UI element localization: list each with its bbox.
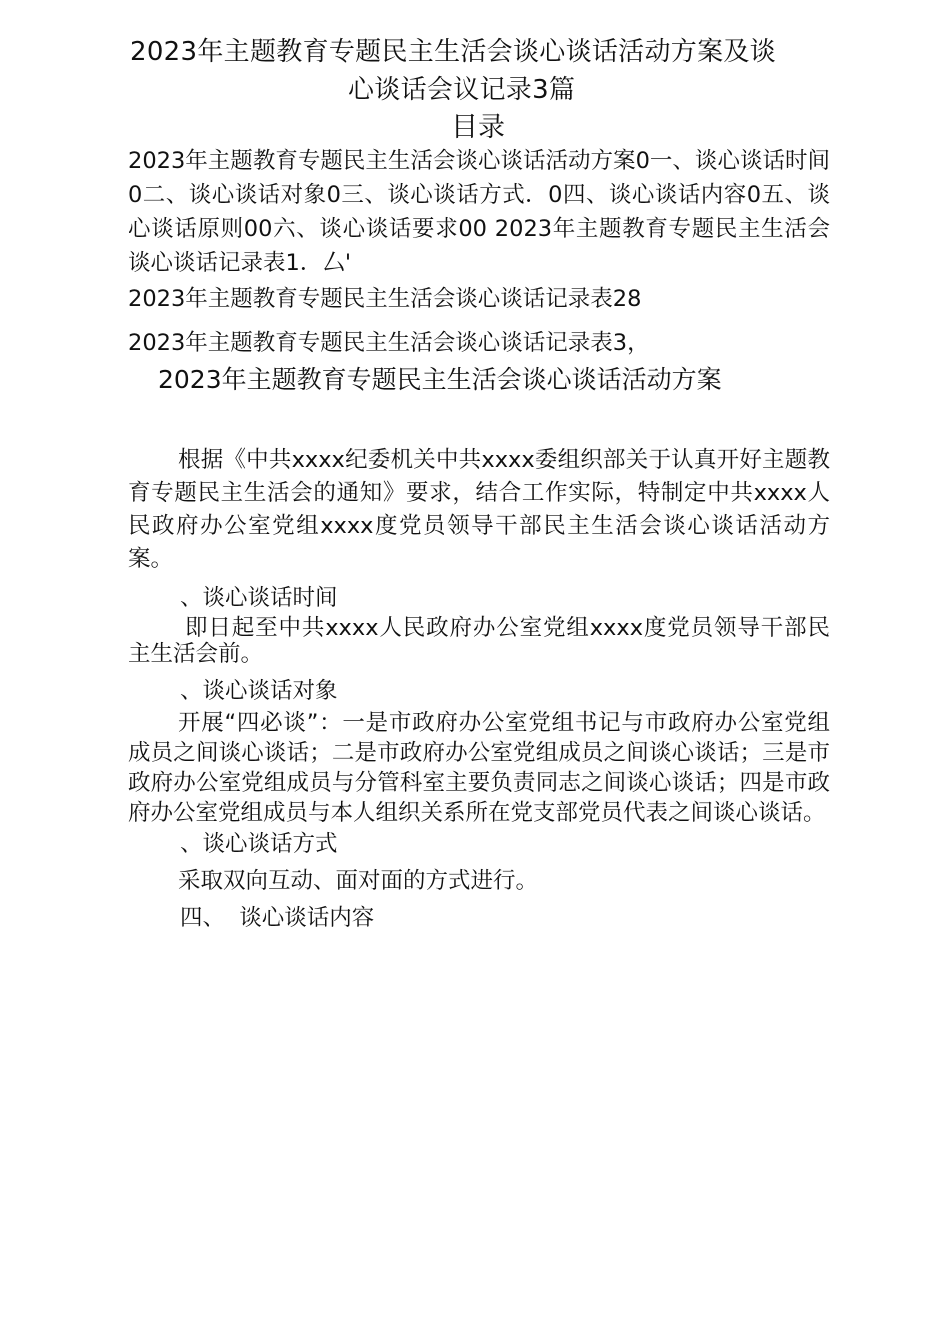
heading-talk-target: 、谈心谈话对象 xyxy=(180,678,338,704)
paragraph-talk-time: 即日起至中共xxxx人民政府办公室党组xxxx度党员领导干部民主生活会前。 xyxy=(128,615,830,667)
intro-paragraph: 根据《中共xxxx纪委机关中共xxxx委组织部关于认真开好主题教育专题民主生活会的通知》要求，结合工作实际，特制定中共xxxx人民政府办公室党组xxxx度党员领导干部民主生活会谈心谈话活动方案。 xyxy=(128,447,830,572)
paragraph-talk-target: 开展“四必谈”：一是市政府办公室党组书记与市政府办公室党组成员之间谈心谈话；二是市政府办公室党组成员之间谈心谈话；三是市政府办公室党组成员与分管科室主要负责同志之间谈心谈话；四是市政府办公室党组成员与本人组织关系所在党支部党员代表之间谈心谈话。 xyxy=(128,710,830,826)
heading-talk-content: 四、 谈心谈话内容 xyxy=(180,905,375,931)
toc-heading: 目录 xyxy=(451,112,505,143)
document-title-line-1: 2023年主题教育专题民主生活会谈心谈话活动方案及谈 xyxy=(130,37,776,67)
paragraph-talk-method: 采取双向互动、面对面的方式进行。 xyxy=(178,868,539,894)
toc-entry-record-2: 2023年主题教育专题民主生活会谈心谈话记录表28 xyxy=(128,286,642,312)
heading-talk-method: 、谈心谈话方式 xyxy=(180,831,338,857)
section-title: 2023年主题教育专题民主生活会谈心谈话活动方案 xyxy=(158,365,722,394)
toc-entry-record-3: 2023年主题教育专题民主生活会谈心谈话记录表3， xyxy=(128,330,650,356)
toc-entries: 2023年主题教育专题民主生活会谈心谈话活动方案0一、谈心谈话时间0二、谈心谈话对象0三、谈心谈话方式．0四、谈心谈话内容0五、谈心谈话原则00六、谈心谈话要求00 2023年主题教育专题民主生活会谈心谈话记录表1．厶' xyxy=(128,148,830,276)
heading-talk-time: 、谈心谈话时间 xyxy=(180,585,338,611)
document-title-line-2: 心谈话会议记录3篇 xyxy=(348,75,576,105)
